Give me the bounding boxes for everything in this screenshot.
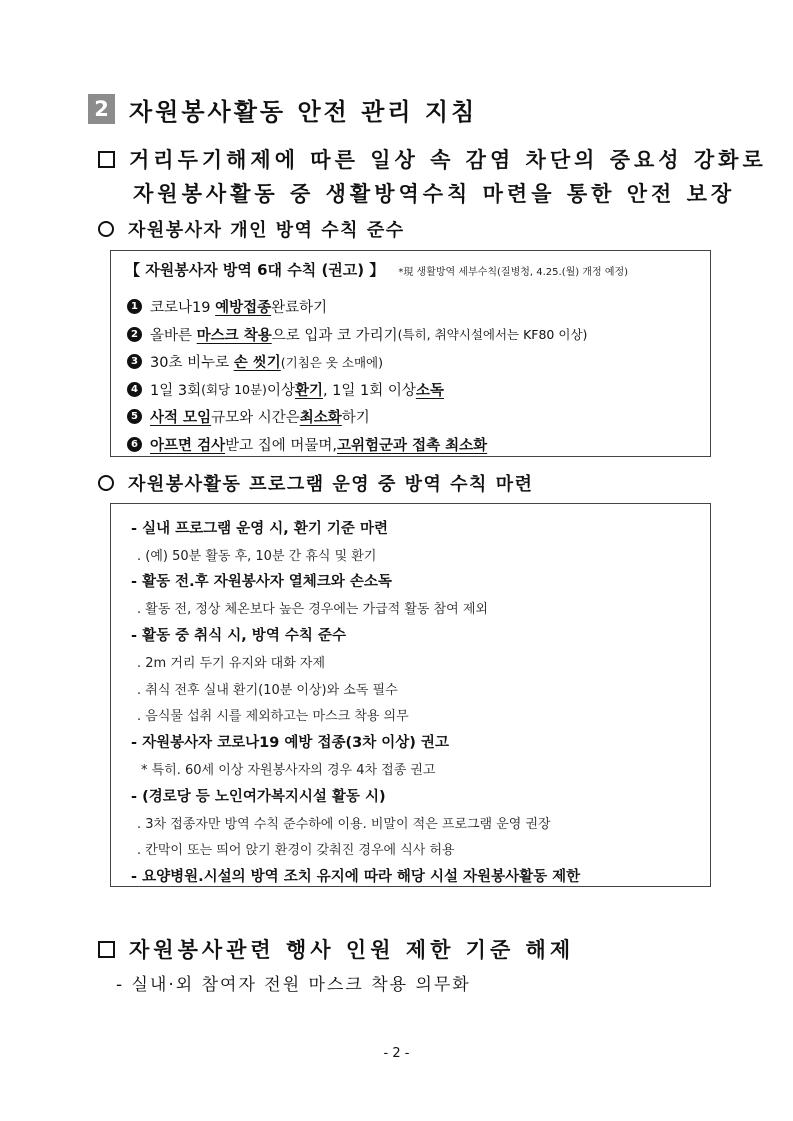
rule-text: 코로나19 [150,300,211,317]
program-rule-heading: - 활동 전.후 자원봉사자 열체크와 손소독 [131,574,392,591]
rule-highlight: 고위험군과 접촉 최소화 [336,437,488,454]
rule-highlight: 최소화 [299,410,342,427]
section-title [88,92,477,126]
heading-line-3-text: 자원봉사관련 행사 인원 제한 기준 해제 [129,938,575,962]
program-rule-detail: * 특히. 60세 이상 자원봉사자의 경우 4차 접종 권고 [141,763,436,779]
program-rule-detail: . (예) 50분 활동 후, 10분 간 휴식 및 환기 [137,548,377,564]
program-rule-heading: - (경로당 등 노인여가복지시설 활동 시) [131,788,386,805]
rule-text: 하기 [341,410,370,427]
rule-text: 완료하기 [271,300,328,317]
rule-highlight: 사적 모임 [150,410,212,427]
sub-heading-2 [98,470,533,496]
rule-number: 6 [127,437,142,452]
rule-text: 올바른 [150,327,193,344]
circle-bullet-icon [98,475,114,491]
rule-note: (기침은 옷 소매에) [280,354,384,370]
program-rules-box [110,503,711,887]
rule-highlight: 마스크 착용 [196,327,272,344]
page-number: - 2 - [383,1046,410,1061]
rule-item [127,376,587,404]
rule-text: 30초 비누로 [150,355,230,372]
section-number-badge: 2 [88,94,115,124]
rule-number: 2 [127,327,142,342]
program-rule-heading: - 활동 중 취식 시, 방역 수칙 준수 [131,628,346,645]
rule-highlight: 예방접종 [215,300,272,317]
circle-bullet-icon [98,221,114,237]
rule-number: 5 [127,409,142,424]
rule-text: 규모와 시간은 [211,410,300,427]
rules-box-header [125,259,628,280]
rule-item [127,431,587,459]
rule-text: , 1일 1회 이상 [322,382,416,399]
rule-number: 3 [127,354,142,369]
heading-line-3 [98,934,574,964]
rule-highlight: 아프면 검사 [150,437,226,454]
sub-heading-1-text: 자원봉사자 개인 방역 수칙 준수 [128,220,405,241]
program-rule-heading: - 요양병원.시설의 방역 조치 유지에 따라 해당 시설 자원봉사활동 제한 [131,869,581,886]
program-rule-heading: - 자원봉사자 코로나19 예방 접종(3차 이상) 권고 [131,735,449,752]
program-rule-detail: . 3차 접종자만 방역 수칙 준수하에 이용. 비말이 적은 프로그램 운영 권장 [137,816,551,832]
program-rule-detail: . 음식물 섭취 시를 제외하고는 마스크 착용 의무 [137,709,409,725]
sub-heading-2-text: 자원봉사활동 프로그램 운영 중 방역 수칙 마련 [128,474,534,495]
program-rules-list [131,514,580,889]
rule-item [127,348,587,376]
rule-number: 4 [127,382,142,397]
rule-text: 1일 3회 [150,382,202,399]
heading-line-2: 자원봉사활동 중 생활방역수칙 마련을 통한 안전 보장 [133,182,736,206]
rule-highlight: 손 씻기 [233,355,281,372]
rules-list [127,293,587,458]
program-rule-detail: . 활동 전, 정상 체온보다 높은 경우에는 가급적 활동 참여 제외 [137,602,488,618]
program-rule-detail: . 취식 전후 실내 환기(10분 이상)와 소독 필수 [137,682,398,698]
rules-box [110,250,711,457]
section-title-text: 자원봉사활동 안전 관리 지침 [129,97,478,126]
sub-heading-1 [98,216,405,242]
rule-item [127,321,587,349]
rule-item [127,403,587,431]
rule-item [127,293,587,321]
square-bullet-icon [98,941,115,958]
heading-line-1 [98,144,767,174]
rules-box-title: 【 자원봉사자 방역 6대 수칙 (권고) 】 [125,261,385,279]
program-rule-heading: - 실내 프로그램 운영 시, 환기 기준 마련 [131,520,388,537]
rule-text: 으로 입과 코 가리기 [271,327,398,344]
square-bullet-icon [98,151,115,168]
section2-detail: - 실내·외 참여자 전원 마스크 착용 의무화 [116,975,471,995]
rule-note: (특히, 취약시설에서는 KF80 이상) [397,327,588,343]
rule-text: 이상 [266,382,295,399]
rule-note: (회당 10분) [201,382,267,398]
rule-highlight: 소독 [415,382,444,399]
program-rule-detail: . 2m 거리 두기 유지와 대화 자제 [137,655,325,671]
rule-number: 1 [127,299,142,314]
heading-line-1-text: 거리두기해제에 따른 일상 속 감염 차단의 중요성 강화로 [129,148,767,172]
program-rule-detail: . 칸막이 또는 띄어 앉기 환경이 갖춰진 경우에 식사 허용 [137,843,455,859]
rules-box-note: *現 생활방역 세부수칙(질병청, 4.25.(월) 개정 예정) [398,267,629,278]
rule-text: 받고 집에 머물며, [225,437,337,454]
rule-highlight: 환기 [294,382,323,399]
